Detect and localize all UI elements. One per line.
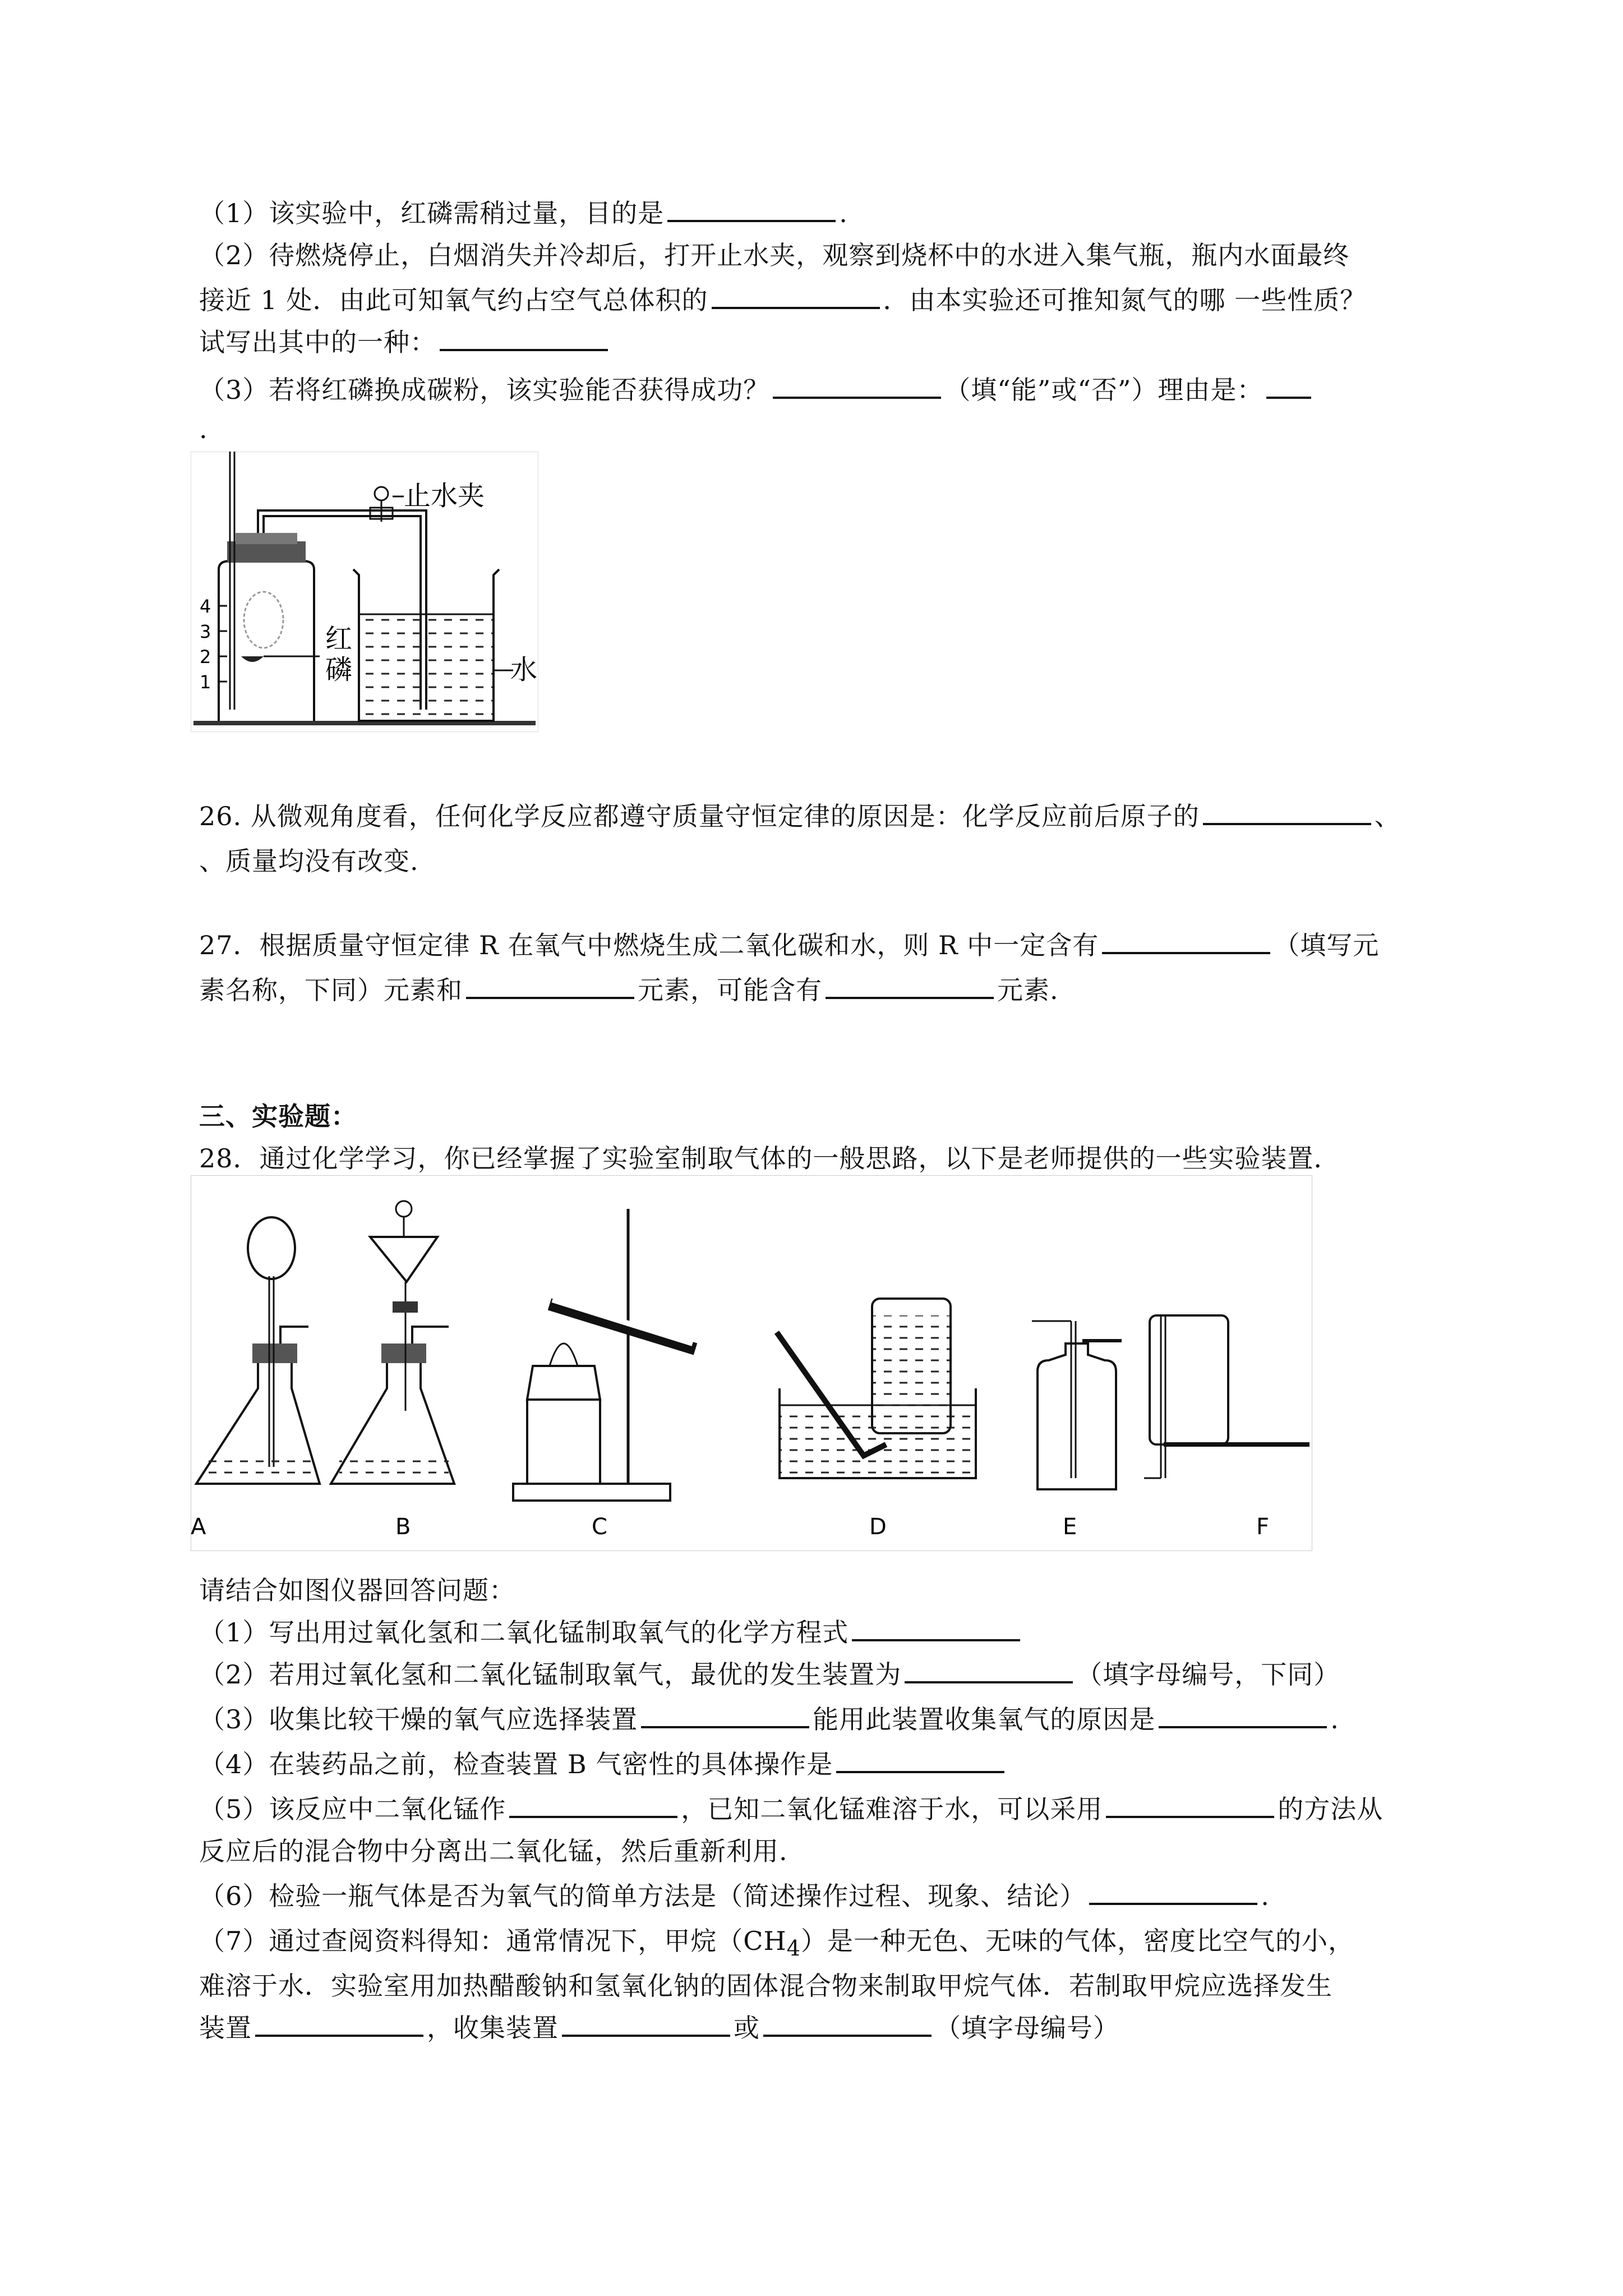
apparatus-label-b: B (395, 1514, 411, 1540)
q28-intro: 28．通过化学学习，你已经掌握了实验室制取气体的一般思路，以下是老师提供的一些实验装置． (199, 1143, 1340, 1174)
answer-blank[interactable] (255, 2012, 423, 2037)
q27-text: （填写元 (1274, 930, 1380, 960)
q26-text: 、 (1374, 801, 1401, 831)
q28-text: ，收集装置 (427, 2013, 559, 2043)
phosphorus-label-1: 红 (325, 623, 353, 655)
q28-text: （5）该反应中二氧化锰作 (199, 1794, 506, 1824)
q27-text: 元素，可能含有 (638, 975, 822, 1005)
q25-text: . (839, 198, 848, 228)
q25-text: （填“能”或“否”）理由是： (944, 375, 1264, 405)
q28-text: （2）若用过氧化氢和二氧化锰制取氧气，最优的发生装置为 (199, 1659, 902, 1690)
jar-scale-marks (200, 596, 227, 693)
answer-blank[interactable] (466, 974, 634, 999)
apparatus-label-f: F (1256, 1514, 1270, 1540)
apparatus-b-icon (331, 1201, 454, 1484)
q27-text: 素名称，下同）元素和 (199, 975, 463, 1005)
answer-blank[interactable] (852, 1617, 1020, 1641)
answer-blank[interactable] (1106, 1793, 1274, 1818)
scale-mark-1: 1 (200, 671, 211, 693)
q25-text: ．由本实验还可推知氮气的哪 一些性质？ (883, 285, 1367, 315)
apparatus-e-icon (1032, 1321, 1122, 1489)
q28-text: 的方法从 (1278, 1794, 1384, 1824)
q27-line-2 (199, 973, 1059, 1007)
q28-text: （6）检验一瓶气体是否为氧气的简单方法是（简述操作过程、现象、结论） (199, 1881, 1086, 1911)
water-label: 水 (510, 654, 538, 685)
lab-apparatus-figure (191, 1175, 1312, 1551)
answer-blank[interactable] (773, 374, 941, 399)
apparatus-label-c: C (592, 1514, 607, 1540)
q28-s7 (199, 1924, 1354, 1966)
section-title: 三、实验题： (199, 1101, 357, 1131)
q28-text: 或 (734, 2013, 760, 2043)
answer-blank[interactable] (1159, 1704, 1327, 1728)
q25-text: （2）待燃烧停止，白烟消失并冷却后，打开止水夹，观察到烧杯中的水进入集气瓶，瓶内水面最终 (199, 240, 1350, 270)
q28-s4 (199, 1747, 1008, 1781)
answer-blank[interactable] (1266, 374, 1311, 399)
q28-s2 (199, 1658, 1340, 1691)
scale-mark-2: 2 (200, 646, 211, 668)
q25-text: （1）该实验中，红磷需稍过量，目的是 (199, 198, 665, 228)
q28-text: 反应后的混合物中分离出二氧化锰，然后重新利用. (199, 1836, 788, 1866)
q26-text: 26. 从微观角度看，任何化学反应都遵守质量守恒定律的原因是：化学反应前后原子的 (199, 801, 1200, 831)
q28-text: （填字母编号，下同） (1076, 1659, 1340, 1690)
q26-text: 、质量均没有改变. (199, 846, 419, 876)
answer-blank[interactable] (562, 2012, 730, 2037)
answer-blank[interactable] (641, 1704, 809, 1728)
answer-blank[interactable] (509, 1793, 677, 1818)
apparatus-f-icon (1144, 1315, 1310, 1478)
q28-text: ，已知二氧化锰难溶于水，可以采用 (681, 1794, 1103, 1824)
q25-line-4 (199, 325, 611, 359)
q28-text: （3）收集比较干燥的氧气应选择装置 (199, 1704, 638, 1734)
q25-text: 接近 1 处．由此可知氧气约占空气总体积的 (199, 285, 708, 315)
q28-text: （7）通过查阅资料得知：通常情况下，甲烷（CH (199, 1926, 787, 1956)
q28-s5-cont (199, 1834, 788, 1868)
subscript: 4 (786, 1936, 801, 1962)
answer-blank[interactable] (1089, 1880, 1257, 1905)
answer-blank[interactable] (905, 1659, 1073, 1683)
answer-blank[interactable] (836, 1749, 1004, 1773)
q28-s1 (199, 1616, 1023, 1649)
q25-line-6 (199, 412, 208, 446)
apparatus-d-icon (777, 1299, 976, 1478)
q26-line-2 (199, 844, 419, 878)
q28-text: （填字母编号） (935, 2013, 1119, 2043)
q28-s7-cont2 (199, 2011, 1119, 2045)
q26-line-1 (199, 799, 1401, 833)
combustion-spoon-icon (241, 656, 264, 662)
phosphorus-apparatus-figure (191, 452, 538, 732)
q25-line-2 (199, 238, 1349, 272)
answer-blank[interactable] (440, 326, 608, 351)
q28-s5 (199, 1792, 1383, 1826)
apparatus-label-d: D (869, 1514, 887, 1540)
q25-line-1 (199, 196, 848, 230)
q27-line-1 (199, 928, 1379, 962)
q28-text: . (1261, 1881, 1270, 1911)
q28-text: . (1330, 1704, 1339, 1734)
q28-text: ）是一种无色、无味的气体，密度比空气的小， (800, 1926, 1354, 1956)
q28-text: 难溶于水．实验室用加热醋酸钠和氢氧化钠的固体混合物来制取甲烷气体．若制取甲烷应选择发生 (199, 1971, 1332, 2001)
apparatus-c-icon (513, 1209, 695, 1501)
q27-text: 元素. (997, 975, 1059, 1005)
scale-mark-4: 4 (200, 596, 211, 617)
q28-text: （4）在装药品之前，检查装置 B 气密性的具体操作是 (199, 1749, 833, 1779)
apparatus-label-a: A (191, 1514, 206, 1540)
clamp-label: 止水夹 (404, 480, 485, 512)
answer-blank[interactable] (712, 284, 880, 309)
q28-text: （1）写出用过氧化氢和二氧化锰制取氧气的化学方程式 (199, 1617, 849, 1648)
q28-s3 (199, 1703, 1339, 1736)
answer-blank[interactable] (1102, 930, 1270, 954)
answer-blank[interactable] (667, 197, 836, 222)
q25-text: （3）若将红磷换成碳粉，该实验能否获得成功？ (199, 375, 770, 405)
q28-s7-cont (199, 1969, 1332, 2003)
q28-text: 装置 (199, 2013, 252, 2043)
scale-mark-3: 3 (200, 621, 211, 642)
q27-text: 27．根据质量守恒定律 R 在氧气中燃烧生成二氧化碳和水，则 R 中一定含有 (199, 930, 1099, 960)
answer-blank[interactable] (1203, 800, 1371, 825)
q25-line-5 (199, 373, 1315, 407)
apparatus-label-e: E (1063, 1514, 1077, 1540)
white-smoke-icon (244, 592, 283, 648)
q28-s6 (199, 1879, 1270, 1913)
answer-blank[interactable] (826, 974, 994, 999)
phosphorus-label-2: 磷 (325, 654, 353, 685)
q25-line-3 (199, 283, 1366, 317)
answer-blank[interactable] (763, 2012, 932, 2037)
q28-text: 能用此装置收集氧气的原因是 (813, 1704, 1156, 1734)
apparatus-a-icon (196, 1217, 342, 1484)
q25-text: . (199, 414, 208, 444)
q25-text: 试写出其中的一种： (199, 327, 436, 357)
q28-prompt: 请结合如图仪器回答问题： (199, 1575, 515, 1605)
